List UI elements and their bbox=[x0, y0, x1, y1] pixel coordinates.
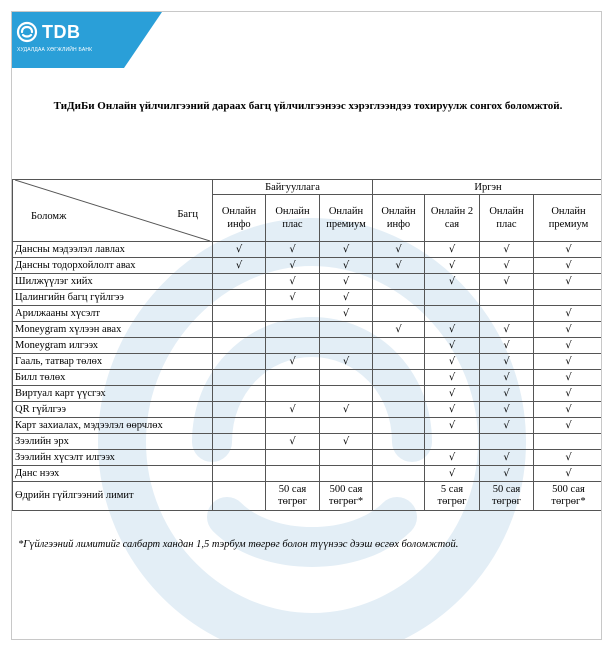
plan-header: Онлайн плас bbox=[266, 195, 320, 242]
empty-cell bbox=[213, 466, 266, 482]
checkmark-icon: √ bbox=[534, 450, 603, 466]
checkmark-icon: √ bbox=[425, 258, 480, 274]
empty-cell bbox=[213, 402, 266, 418]
empty-cell bbox=[480, 306, 534, 322]
checkmark-icon: √ bbox=[480, 418, 534, 434]
empty-cell bbox=[320, 338, 373, 354]
feature-name: Карт захиалах, мэдээлэл өөрчлөх bbox=[13, 418, 213, 434]
table-row bbox=[13, 418, 603, 434]
limit-value: 500 сая төгрөг* bbox=[534, 482, 603, 511]
empty-cell bbox=[534, 290, 603, 306]
feature-name: Виртуал карт үүсгэх bbox=[13, 386, 213, 402]
table-row bbox=[13, 370, 603, 386]
table-row bbox=[13, 258, 603, 274]
empty-cell bbox=[373, 450, 425, 466]
checkmark-icon: √ bbox=[480, 242, 534, 258]
empty-cell bbox=[425, 306, 480, 322]
feature-name: Өдрийн гүйлгээний лимит bbox=[13, 482, 213, 511]
limit-footnote: *Гүйлгээний лимитийг салбарт хандан 1,5 тэрбум төгрөг болон түүнээс дээш өсгөх боломжтой. bbox=[18, 539, 459, 550]
checkmark-icon: √ bbox=[373, 258, 425, 274]
feature-name: Цалингийн багц гүйлгээ bbox=[13, 290, 213, 306]
checkmark-icon: √ bbox=[480, 386, 534, 402]
checkmark-icon: √ bbox=[534, 466, 603, 482]
checkmark-icon: √ bbox=[534, 402, 603, 418]
feature-name: Арилжааны хүсэлт bbox=[13, 306, 213, 322]
service-plans-table bbox=[12, 179, 602, 511]
limit-value: 50 сая төгрөг bbox=[480, 482, 534, 511]
table-row bbox=[13, 338, 603, 354]
checkmark-icon: √ bbox=[480, 274, 534, 290]
limit-value: 500 сая төгрөг* bbox=[320, 482, 373, 511]
checkmark-icon: √ bbox=[425, 338, 480, 354]
checkmark-icon: √ bbox=[534, 242, 603, 258]
empty-cell bbox=[480, 290, 534, 306]
limit-value: 5 сая төгрөг bbox=[425, 482, 480, 511]
checkmark-icon: √ bbox=[480, 338, 534, 354]
empty-cell bbox=[266, 450, 320, 466]
checkmark-icon: √ bbox=[266, 242, 320, 258]
empty-cell bbox=[213, 386, 266, 402]
empty-cell bbox=[425, 434, 480, 450]
empty-cell bbox=[320, 466, 373, 482]
empty-cell bbox=[373, 354, 425, 370]
limit-row bbox=[13, 482, 603, 511]
empty-cell bbox=[534, 434, 603, 450]
plan-header: Онлайн плас bbox=[480, 195, 534, 242]
checkmark-icon: √ bbox=[534, 306, 603, 322]
plan-header: Онлайн инфо bbox=[213, 195, 266, 242]
limit-value bbox=[373, 482, 425, 511]
feature-name: Шилжүүлэг хийх bbox=[13, 274, 213, 290]
empty-cell bbox=[213, 338, 266, 354]
empty-cell bbox=[213, 450, 266, 466]
limit-value: 50 сая төгрөг bbox=[266, 482, 320, 511]
document-page bbox=[11, 11, 602, 640]
checkmark-icon: √ bbox=[213, 258, 266, 274]
plan-column-label: Багц bbox=[177, 209, 198, 220]
brand-name: TDB bbox=[42, 22, 81, 42]
group-header-business: Байгууллага bbox=[213, 180, 373, 195]
page-title: ТиДиБи Онлайн үйлчилгээний дараах багц үйлчилгээнээс хэрэглээндээ тохируулж сонгох боломжтой. bbox=[53, 100, 563, 112]
empty-cell bbox=[373, 306, 425, 322]
checkmark-icon: √ bbox=[425, 274, 480, 290]
table-row bbox=[13, 386, 603, 402]
empty-cell bbox=[320, 322, 373, 338]
empty-cell bbox=[213, 354, 266, 370]
empty-cell bbox=[266, 370, 320, 386]
empty-cell bbox=[266, 322, 320, 338]
checkmark-icon: √ bbox=[373, 242, 425, 258]
empty-cell bbox=[320, 370, 373, 386]
checkmark-icon: √ bbox=[425, 466, 480, 482]
table-row bbox=[13, 434, 603, 450]
empty-cell bbox=[373, 434, 425, 450]
feature-name: Зээлийн хүсэлт илгээх bbox=[13, 450, 213, 466]
plan-header: Онлайн 2 сая bbox=[425, 195, 480, 242]
empty-cell bbox=[213, 306, 266, 322]
checkmark-icon: √ bbox=[320, 402, 373, 418]
checkmark-icon: √ bbox=[534, 258, 603, 274]
brand-tagline: ХУДАЛДАА ХӨГЖЛИЙН БАНК bbox=[17, 47, 93, 53]
checkmark-icon: √ bbox=[425, 450, 480, 466]
checkmark-icon: √ bbox=[266, 274, 320, 290]
empty-cell bbox=[373, 386, 425, 402]
feature-column-label: Боломж bbox=[31, 211, 67, 222]
feature-name: Moneygram илгээх bbox=[13, 338, 213, 354]
empty-cell bbox=[213, 418, 266, 434]
checkmark-icon: √ bbox=[425, 370, 480, 386]
empty-cell bbox=[373, 466, 425, 482]
checkmark-icon: √ bbox=[320, 258, 373, 274]
empty-cell bbox=[213, 290, 266, 306]
checkmark-icon: √ bbox=[425, 322, 480, 338]
plan-header: Онлайн премиум bbox=[534, 195, 603, 242]
checkmark-icon: √ bbox=[425, 242, 480, 258]
table-row bbox=[13, 274, 603, 290]
checkmark-icon: √ bbox=[320, 242, 373, 258]
checkmark-icon: √ bbox=[480, 466, 534, 482]
checkmark-icon: √ bbox=[320, 290, 373, 306]
table-row bbox=[13, 466, 603, 482]
empty-cell bbox=[320, 450, 373, 466]
table-row bbox=[13, 322, 603, 338]
empty-cell bbox=[320, 418, 373, 434]
feature-name: Moneygram хүлээн авах bbox=[13, 322, 213, 338]
checkmark-icon: √ bbox=[425, 418, 480, 434]
table-row bbox=[13, 242, 603, 258]
checkmark-icon: √ bbox=[534, 418, 603, 434]
table-row bbox=[13, 306, 603, 322]
empty-cell bbox=[373, 338, 425, 354]
checkmark-icon: √ bbox=[425, 386, 480, 402]
checkmark-icon: √ bbox=[534, 274, 603, 290]
feature-name: Гааль, татвар төлөх bbox=[13, 354, 213, 370]
checkmark-icon: √ bbox=[266, 402, 320, 418]
checkmark-icon: √ bbox=[480, 402, 534, 418]
checkmark-icon: √ bbox=[320, 306, 373, 322]
checkmark-icon: √ bbox=[373, 322, 425, 338]
checkmark-icon: √ bbox=[480, 322, 534, 338]
group-header-individual: Иргэн bbox=[373, 180, 603, 195]
empty-cell bbox=[480, 434, 534, 450]
checkmark-icon: √ bbox=[425, 354, 480, 370]
checkmark-icon: √ bbox=[534, 370, 603, 386]
checkmark-icon: √ bbox=[534, 338, 603, 354]
plan-header: Онлайн премиум bbox=[320, 195, 373, 242]
checkmark-icon: √ bbox=[425, 402, 480, 418]
empty-cell bbox=[373, 290, 425, 306]
empty-cell bbox=[373, 402, 425, 418]
checkmark-icon: √ bbox=[266, 258, 320, 274]
empty-cell bbox=[373, 274, 425, 290]
feature-name: Билл төлөх bbox=[13, 370, 213, 386]
checkmark-icon: √ bbox=[534, 386, 603, 402]
checkmark-icon: √ bbox=[320, 274, 373, 290]
checkmark-icon: √ bbox=[480, 450, 534, 466]
table-row bbox=[13, 402, 603, 418]
limit-value bbox=[213, 482, 266, 511]
checkmark-icon: √ bbox=[534, 354, 603, 370]
empty-cell bbox=[425, 290, 480, 306]
empty-cell bbox=[213, 274, 266, 290]
empty-cell bbox=[266, 386, 320, 402]
checkmark-icon: √ bbox=[480, 354, 534, 370]
empty-cell bbox=[266, 466, 320, 482]
bank-logo bbox=[16, 21, 81, 43]
table-corner-header bbox=[13, 180, 213, 242]
checkmark-icon: √ bbox=[534, 322, 603, 338]
empty-cell bbox=[373, 370, 425, 386]
empty-cell bbox=[266, 418, 320, 434]
checkmark-icon: √ bbox=[480, 370, 534, 386]
table-row bbox=[13, 450, 603, 466]
empty-cell bbox=[266, 338, 320, 354]
empty-cell bbox=[373, 418, 425, 434]
feature-name: Дансны мэдээлэл лавлах bbox=[13, 242, 213, 258]
empty-cell bbox=[213, 370, 266, 386]
table-row bbox=[13, 290, 603, 306]
checkmark-icon: √ bbox=[320, 434, 373, 450]
checkmark-icon: √ bbox=[320, 354, 373, 370]
checkmark-icon: √ bbox=[266, 354, 320, 370]
empty-cell bbox=[213, 434, 266, 450]
checkmark-icon: √ bbox=[266, 434, 320, 450]
feature-name: Данс нээх bbox=[13, 466, 213, 482]
checkmark-icon: √ bbox=[213, 242, 266, 258]
feature-name: QR гүйлгээ bbox=[13, 402, 213, 418]
feature-name: Дансны тодорхойлолт авах bbox=[13, 258, 213, 274]
feature-name: Зээлийн эрх bbox=[13, 434, 213, 450]
plan-header: Онлайн инфо bbox=[373, 195, 425, 242]
tdb-knot-icon bbox=[16, 21, 38, 43]
empty-cell bbox=[213, 322, 266, 338]
empty-cell bbox=[266, 306, 320, 322]
checkmark-icon: √ bbox=[480, 258, 534, 274]
table-row bbox=[13, 354, 603, 370]
checkmark-icon: √ bbox=[266, 290, 320, 306]
empty-cell bbox=[320, 386, 373, 402]
